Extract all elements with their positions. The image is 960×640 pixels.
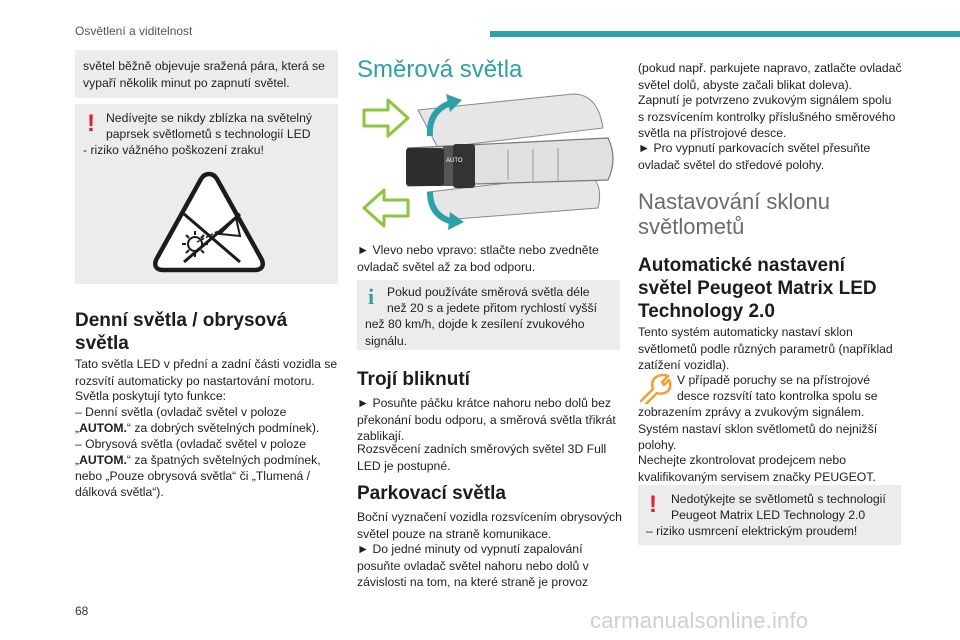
warning-exclamation-icon: ! xyxy=(649,491,657,518)
turn-paragraph-1: ► Vlevo nebo vpravo: stlačte nebo zvedněte ovladač světel až za bod odporu. xyxy=(357,243,599,274)
running-header: Osvětlení a viditelnost xyxy=(75,24,193,38)
fault-line4: Nechejte zkontrolovat prodejcem nebo kvalifikovaným servisem značky PEUGEOT. xyxy=(638,453,876,484)
stalk-auto-label: AUTO xyxy=(446,158,463,164)
watermark: carmanualsonline.info xyxy=(590,608,809,633)
warning-led-line3: - riziko vážného poškození zraku! xyxy=(83,143,264,157)
page-number: 68 xyxy=(75,604,89,618)
header-accent-bar xyxy=(490,31,960,37)
warning-box-led xyxy=(75,104,338,284)
parking-lights-heading: Parkovací světla xyxy=(357,483,506,504)
drl-paragraph-2: Světla poskytují tyto funkce: xyxy=(75,389,227,403)
warning-electric-line2: Peugeot Matrix LED Technology 2.0 xyxy=(671,508,866,522)
fault-line2: desce rozsvítí tato kontrolka spolu se xyxy=(677,389,878,403)
col3-paragraph-3: ► Pro vypnutí parkovacích světel přesuňte ovladač světel do středové polohy. xyxy=(638,141,871,172)
green-arrow-right-icon xyxy=(364,100,408,136)
warning-electric-line1: Nedotýkejte se světlometů s technologií xyxy=(671,492,886,506)
drl-list-2b: „AUTOM.“ za špatných světelných podmínek, xyxy=(75,453,321,467)
turn-signals-heading: Směrová světla xyxy=(357,56,523,83)
triple-paragraph-2: Rozsvěcení zadních směrových světel 3D Full LED je postupné. xyxy=(357,442,607,473)
triple-blink-heading: Trojí bliknutí xyxy=(357,369,470,390)
fault-line1: V případě poruchy se na přístrojové xyxy=(677,373,871,387)
triple-paragraph-1: ► Posuňte páčku krátce nahoru nebo dolů bez překonání bodu odporu, a směrová světla třikrát zablikají. xyxy=(357,396,616,443)
warning-led-line2: paprsek světlometů s technologií LED xyxy=(106,127,311,141)
info-box-signal xyxy=(357,280,620,350)
col3-paragraph-2: Zapnutí je potvrzeno zvukovým signálem spolu s rozsvícením kontrolky příslušného směrového světla na přístrojové desce. xyxy=(638,93,896,140)
auto-matrix-heading: Automatické nastavení světel Peugeot Matrix LED Technology 2.0 xyxy=(638,255,877,322)
tilt-heading: Nastavování sklonu světlometů xyxy=(638,189,830,239)
info-signal-line1: Pokud používáte směrová světla déle xyxy=(387,285,590,299)
drl-list-2d: dálková světla“). xyxy=(75,485,164,499)
drl-list-1a: – Denní světla (ovladač světel v poloze xyxy=(75,405,287,419)
drl-list-2a: – Obrysová světla (ovladač světel v poloze xyxy=(75,437,306,451)
info-signal-line3: než 80 km/h, dojde k zesílení zvukového signálu. xyxy=(365,317,585,348)
wrench-warning-lamp-icon xyxy=(638,372,674,404)
warning-box-electric xyxy=(638,485,901,545)
drl-list-2c: nebo „Pouze obrysová světla“ či „Tlumená / xyxy=(75,469,311,483)
info-box-condensation xyxy=(75,50,338,98)
laser-eye-hazard-icon xyxy=(150,170,268,274)
parking-paragraph-2: ► Do jedné minuty od vypnutí zapalování posuňte ovladač světel nahoru nebo dolů v závislosti na tom, na které straně je provoz xyxy=(357,542,589,589)
warning-exclamation-icon: ! xyxy=(87,110,95,137)
auto-paragraph-1: Tento systém automaticky nastaví sklon světlometů podle různých parametrů (například zatížení vozidla). xyxy=(638,325,893,372)
turn-signal-stalk-illustration xyxy=(358,88,620,233)
col3-paragraph-1: (pokud např. parkujete napravo, zatlačte ovladač světel dolů, abyste začali blikat doleva). xyxy=(638,61,902,92)
parking-paragraph-1: Boční vyznačení vozidla rozsvícením obrysových světel pouze na straně komunikace. xyxy=(357,510,622,541)
fault-line3: zobrazením zprávy a zvukovým signálem. Systém nastaví sklon světlometů do nejnižší polohy. xyxy=(638,405,878,452)
green-arrow-left-icon xyxy=(364,190,408,226)
drl-list-1b: „AUTOM.“ za dobrých světelných podmínek). xyxy=(75,421,320,435)
info-signal-line2: než 20 s a jedete přitom rychlostí vyšší xyxy=(387,301,597,315)
warning-electric-line3: – riziko usmrcení elektrickým proudem! xyxy=(646,524,858,538)
condensation-text: světel běžně objevuje sražená pára, která se vypaří několik minut po zapnutí světel. xyxy=(83,59,325,90)
drl-heading: Denní světla / obrysová světla xyxy=(75,310,288,354)
drl-paragraph-1: Tato světla LED v přední a zadní části vozidla se rozsvítí automaticky po nastartování motoru. xyxy=(75,357,338,388)
warning-led-line1: Nedívejte se nikdy zblízka na světelný xyxy=(106,111,312,125)
info-icon: i xyxy=(368,284,375,309)
